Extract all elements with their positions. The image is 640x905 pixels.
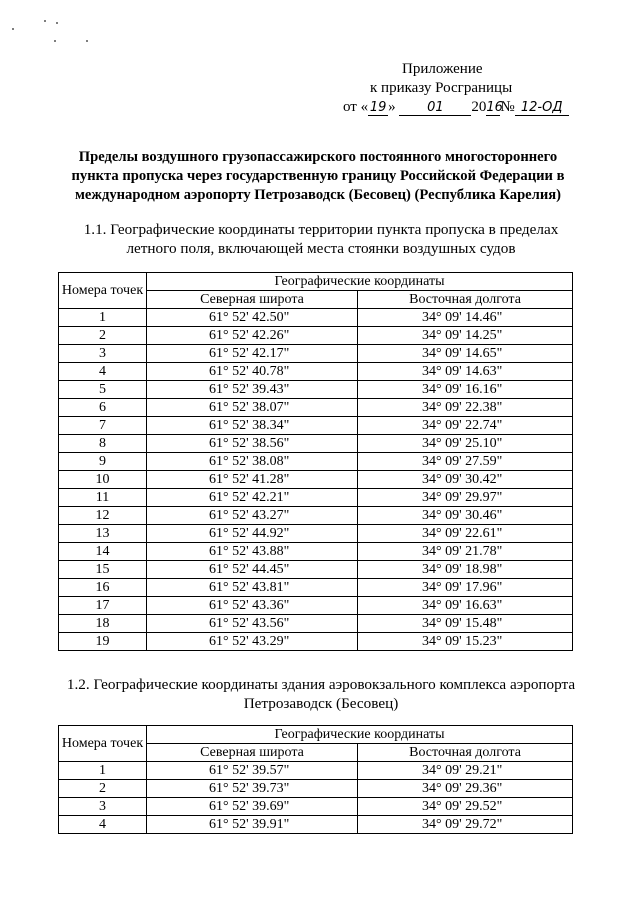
latitude-value: 61° 52' 42.21" — [147, 489, 358, 507]
latitude-value: 61° 52' 39.43" — [147, 381, 358, 399]
point-number: 3 — [59, 345, 147, 363]
point-number: 2 — [59, 327, 147, 345]
latitude-value: 61° 52' 39.57" — [147, 762, 358, 780]
point-number: 3 — [59, 798, 147, 816]
table-row — [59, 597, 573, 615]
point-number: 6 — [59, 399, 147, 417]
table-row — [59, 363, 573, 381]
latitude-value: 61° 52' 38.08" — [147, 453, 358, 471]
coordinates-table-airfield — [58, 272, 573, 651]
date-day: 19 — [369, 100, 387, 115]
table-row — [59, 489, 573, 507]
latitude-value: 61° 52' 43.36" — [147, 597, 358, 615]
header-longitude: Восточная долгота — [358, 291, 573, 309]
point-number: 16 — [59, 579, 147, 597]
point-number: 10 — [59, 471, 147, 489]
header-coordinates: Географические координаты — [147, 273, 573, 291]
table-row — [59, 762, 573, 780]
longitude-value: 34° 09' 29.52" — [358, 798, 573, 816]
longitude-value: 34° 09' 14.25" — [358, 327, 573, 345]
point-number: 8 — [59, 435, 147, 453]
longitude-value: 34° 09' 17.96" — [358, 579, 573, 597]
date-year-prefix: 20 — [471, 99, 487, 115]
latitude-value: 61° 52' 42.17" — [147, 345, 358, 363]
latitude-value: 61° 52' 38.34" — [147, 417, 358, 435]
table-row — [59, 633, 573, 651]
scan-speck — [56, 22, 58, 24]
longitude-value: 34° 09' 15.23" — [358, 633, 573, 651]
point-number: 11 — [59, 489, 147, 507]
longitude-value: 34° 09' 29.97" — [358, 489, 573, 507]
section2-heading: 1.2. Географические координаты здания аэровокзального комплекса аэропорта Петрозаводск (Бесовец) — [66, 676, 576, 712]
date-month: 01 — [399, 100, 471, 116]
header-points: Номера точек — [59, 726, 147, 762]
header-points: Номера точек — [59, 273, 147, 309]
latitude-value: 61° 52' 43.88" — [147, 543, 358, 561]
longitude-value: 34° 09' 30.46" — [358, 507, 573, 525]
table-row — [59, 507, 573, 525]
longitude-value: 34° 09' 18.98" — [358, 561, 573, 579]
longitude-value: 34° 09' 27.59" — [358, 453, 573, 471]
header-latitude: Северная широта — [147, 744, 358, 762]
longitude-value: 34° 09' 22.74" — [358, 417, 573, 435]
longitude-value: 34° 09' 29.36" — [358, 780, 573, 798]
longitude-value: 34° 09' 14.46" — [358, 309, 573, 327]
point-number: 1 — [59, 762, 147, 780]
longitude-value: 34° 09' 16.16" — [358, 381, 573, 399]
appendix-label: Приложение — [402, 61, 483, 77]
scan-speck — [86, 40, 88, 42]
table-row — [59, 309, 573, 327]
latitude-value: 61° 52' 41.28" — [147, 471, 358, 489]
longitude-value: 34° 09' 22.61" — [358, 525, 573, 543]
point-number: 4 — [59, 816, 147, 834]
date-mid: » — [388, 99, 396, 115]
table-row — [59, 453, 573, 471]
table-row — [59, 816, 573, 834]
header-latitude: Северная широта — [147, 291, 358, 309]
latitude-value: 61° 52' 39.69" — [147, 798, 358, 816]
date-prefix: от « — [343, 99, 369, 115]
longitude-value: 34° 09' 21.78" — [358, 543, 573, 561]
point-number: 5 — [59, 381, 147, 399]
longitude-value: 34° 09' 22.38" — [358, 399, 573, 417]
latitude-value: 61° 52' 39.73" — [147, 780, 358, 798]
point-number: 9 — [59, 453, 147, 471]
appendix-header — [340, 60, 610, 117]
latitude-value: 61° 52' 42.26" — [147, 327, 358, 345]
coordinates-table-terminal — [58, 725, 573, 834]
table-row — [59, 471, 573, 489]
point-number: 18 — [59, 615, 147, 633]
order-number: 12-ОД — [515, 100, 569, 116]
point-number: 17 — [59, 597, 147, 615]
table-row — [59, 579, 573, 597]
latitude-value: 61° 52' 40.78" — [147, 363, 358, 381]
latitude-value: 61° 52' 42.50" — [147, 309, 358, 327]
point-number: 13 — [59, 525, 147, 543]
appendix-order-ref: к приказу Росграницы — [370, 80, 513, 96]
point-number: 19 — [59, 633, 147, 651]
table-row — [59, 435, 573, 453]
appendix-date-line — [340, 98, 610, 117]
table-row — [59, 399, 573, 417]
table-row — [59, 525, 573, 543]
latitude-value: 61° 52' 38.56" — [147, 435, 358, 453]
latitude-value: 61° 52' 43.29" — [147, 633, 358, 651]
table-row — [59, 381, 573, 399]
latitude-value: 61° 52' 43.27" — [147, 507, 358, 525]
point-number: 12 — [59, 507, 147, 525]
scan-speck — [54, 40, 56, 42]
longitude-value: 34° 09' 29.72" — [358, 816, 573, 834]
latitude-value: 61° 52' 43.81" — [147, 579, 358, 597]
longitude-value: 34° 09' 14.63" — [358, 363, 573, 381]
point-number: 4 — [59, 363, 147, 381]
point-number: 2 — [59, 780, 147, 798]
latitude-value: 61° 52' 43.56" — [147, 615, 358, 633]
table-row — [59, 543, 573, 561]
longitude-value: 34° 09' 30.42" — [358, 471, 573, 489]
table-body — [59, 762, 573, 834]
latitude-value: 61° 52' 39.91" — [147, 816, 358, 834]
header-longitude: Восточная долгота — [358, 744, 573, 762]
table-row — [59, 615, 573, 633]
longitude-value: 34° 09' 25.10" — [358, 435, 573, 453]
latitude-value: 61° 52' 38.07" — [147, 399, 358, 417]
longitude-value: 34° 09' 16.63" — [358, 597, 573, 615]
table-row — [59, 780, 573, 798]
latitude-value: 61° 52' 44.45" — [147, 561, 358, 579]
table-body — [59, 309, 573, 651]
table-row — [59, 345, 573, 363]
scan-speck — [12, 28, 14, 30]
point-number: 15 — [59, 561, 147, 579]
point-number: 1 — [59, 309, 147, 327]
table-row — [59, 417, 573, 435]
number-sign: № — [500, 99, 515, 115]
latitude-value: 61° 52' 44.92" — [147, 525, 358, 543]
scan-speck — [44, 20, 46, 22]
longitude-value: 34° 09' 29.21" — [358, 762, 573, 780]
document-title: Пределы воздушного грузопассажирского постоянного многостороннего пункта пропуска через государственную границу Российской Федерации в международном аэропорту Петрозаводск (Бесовец) (Республика Карелия) — [71, 149, 565, 203]
table-row — [59, 798, 573, 816]
point-number: 14 — [59, 543, 147, 561]
point-number: 7 — [59, 417, 147, 435]
longitude-value: 34° 09' 15.48" — [358, 615, 573, 633]
table-row — [59, 327, 573, 345]
date-year: 16 — [486, 100, 503, 115]
header-coordinates: Географические координаты — [147, 726, 573, 744]
section1-heading: 1.1. Географические координаты территории пункта пропуска в пределах летного поля, включающей места стоянки воздушных судов — [83, 221, 559, 257]
table-row — [59, 561, 573, 579]
longitude-value: 34° 09' 14.65" — [358, 345, 573, 363]
